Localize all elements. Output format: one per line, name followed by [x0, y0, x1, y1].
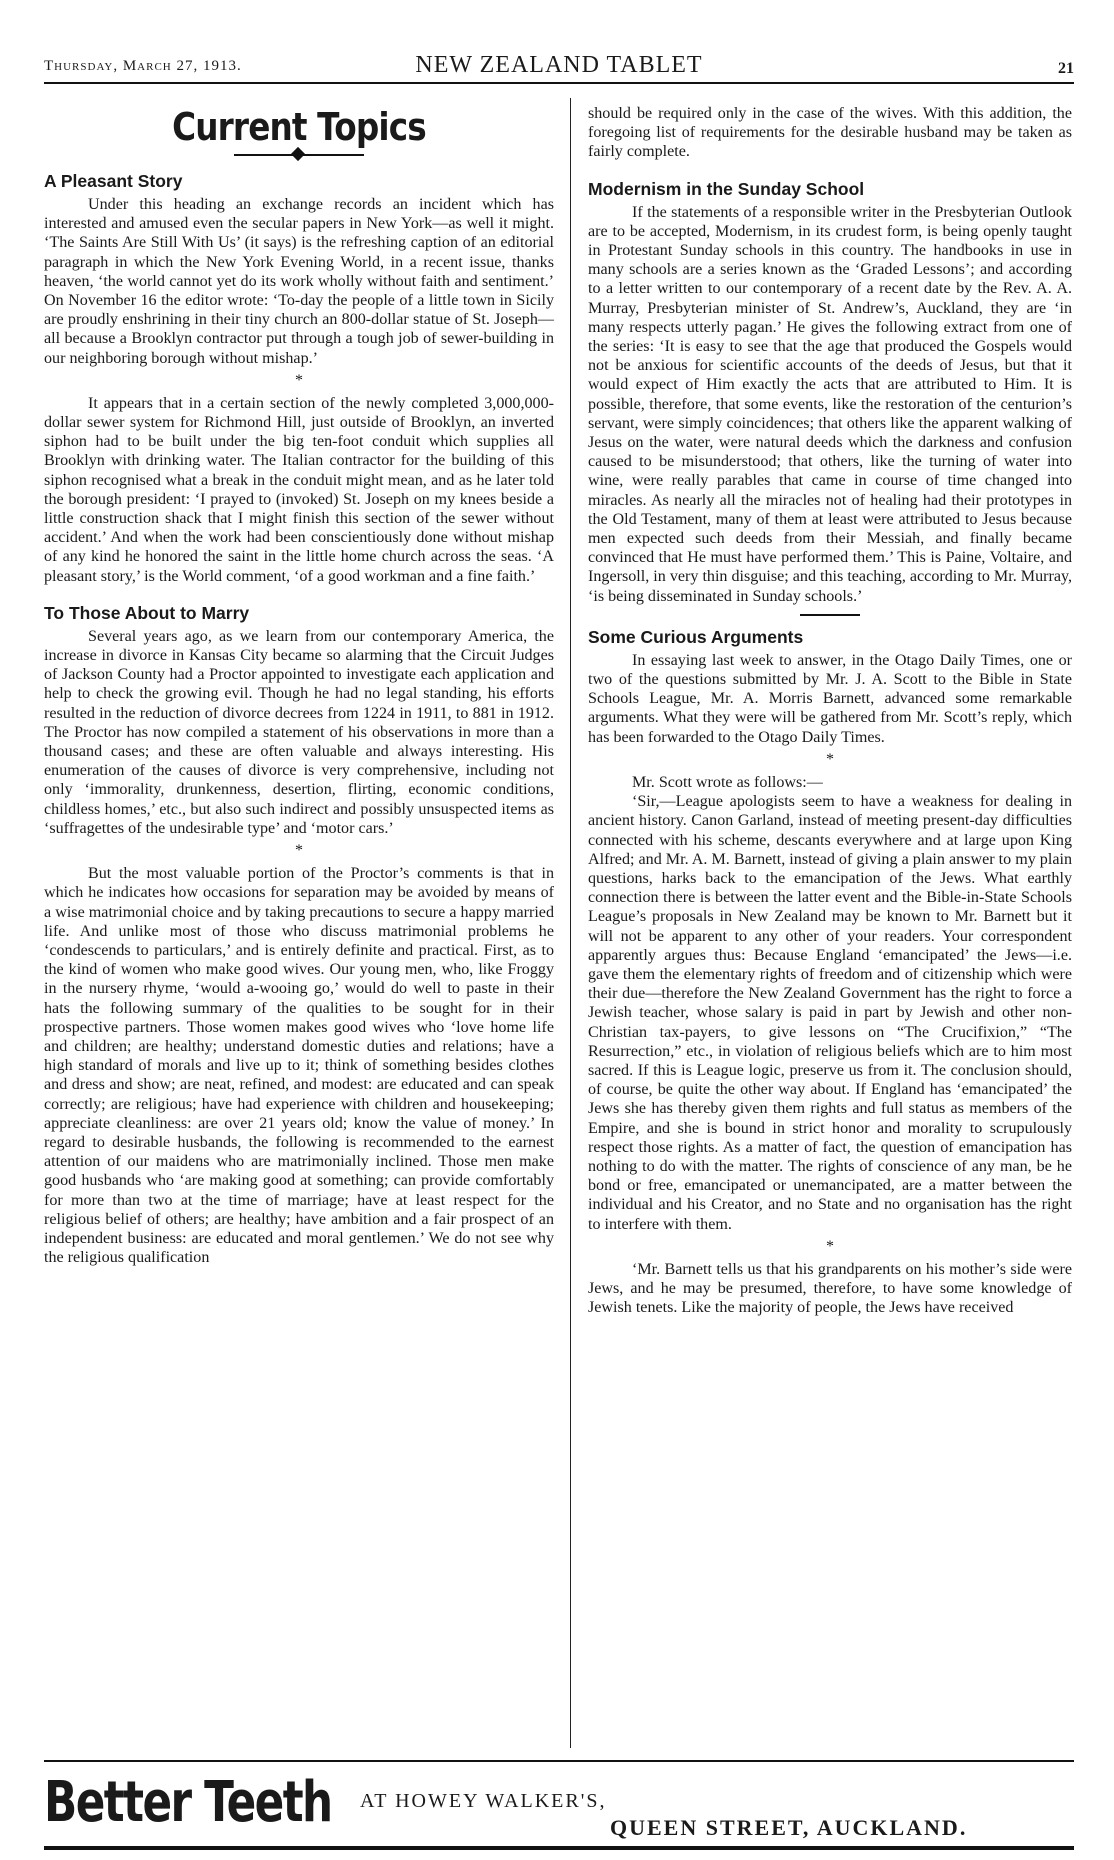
section-title: Current Topics: [172, 105, 426, 149]
article-paragraph: If the statements of a responsible writer in the Presbyterian Outlook are to be accepted, Modernism, in its crudest form, is being openly taught in Protestant Sunday schools in this country. The handbooks in use in many schools are a series known as the ‘Graded Lessons’; and according to a letter written to our contemporary of a recent date by the Rev. A. A. Murray, Presbyterian minister of St. Andrew’s, Auckland, they are ‘in many respects utterly pagan.’ He gives the following extract from one of the series: ‘It is easy to see that the age that produced the Gospels would not be anxious for scientific accounts of the deeds of Jesus, but that it would expect of Him exactly the acts that are attributed to Him. It is possible, therefore, that some events, like the restoration of the centurion’s servant, were simply coincidences; that others like the apparent walking of Jesus on the water, were natural deeds which the darkness and confusion caused to be misunderstood; that others, like the turning of water into wine, were really parables that came in course of time changed into miracles. As nearly all the miracles not of healing had their prototypes in the Old Testament, many of them at least were attributed to Jesus because men expected such deeds from their Messiah, and finally became convinced that He must have performed them.’ This is Paine, Voltaire, and Ingersoll, in very thin disguise; and this teaching, according to Mr. Murray, ‘is being disseminated in Sunday schools.’: [588, 203, 1072, 605]
column-divider: [570, 98, 571, 1748]
article-paragraph: In essaying last week to answer, in the Otago Daily Times, one or two of the questions submitted by Mr. J. A. Scott to the Bible in State Schools League, Mr. A. Morris Barnett, advanced some remarkable arguments. What they were will be gathered from Mr. Scott’s reply, which has been forwarded to the Otago Daily Times.: [588, 651, 1072, 746]
article-paragraph: But the most valuable portion of the Proctor’s comments is that in which he indicates how occasions for separation may be avoided by means of a wise matrimonial choice and by taking precautions to secure a happy married life. And unlike most of those who discuss matrimonial problems he ‘condescends to particulars,’ and is entirely definite and practical. First, as to the kind of women who make good wives. Our young men, who, like Froggy in the nursery rhyme, ‘would a-wooing go,’ would do well to paste in their hats the following summary of the qualities to be sought for in their prospective partners. Those women makes good wives who ‘love home life and children; are healthy; understand domestic duties and relations; have a high standard of morals and live up to it; think of something besides clothes and dress and show; are neat, refined, and modest: are educated and can speak correctly; are religious; have had experience with children and housekeeping; appreciate cleanliness: are over 21 years old; know the value of money.’ In regard to desirable husbands, the following is recommended to the earnest attention of our maidens who are matrimonially inclined. Those men make good husbands who ‘are making good at something; can provide comfortably for more than two at the time of marriage; have at least respect for the religious belief of others; are healthy; have ambition and a fair prospect of an independent business: are educated and moral gentlemen.’ We do not see why the religious qualification: [44, 865, 554, 1267]
article-heading: To Those About to Marry: [44, 602, 250, 623]
title-ornament-rule: [234, 154, 364, 156]
page-header: [44, 52, 1074, 84]
left-column: [44, 104, 554, 1267]
advert-brand: Better Teeth: [44, 1770, 332, 1835]
newspaper-title: NEW ZEALAND TABLET: [415, 52, 703, 78]
star-separator: *: [295, 371, 303, 389]
article-paragraph: Several years ago, as we learn from our contemporary America, the increase in divorce in Kansas City became so alarming that the Circuit Judges of Jackson County had a Proctor appointed to investigate each application and help to check the growing evil. Though he had no legal standing, his efforts resulted in the reduction of divorce decrees from 1224 in 1911, to 881 in 1912. The Proctor has now compiled a statement of his observations in more than a thousand cases; and these are often valuable and always interesting. His enumeration of the causes of divorce is very comprehensive, including not only ‘immorality, drunkenness, desertion, flirting, economic conditions, childless homes,’ etc., but also such indirect and possibly unsuspected items as ‘suffragettes of the undesirable type’ and ‘motor cars.’: [44, 627, 554, 837]
article-heading: A Pleasant Story: [44, 171, 183, 191]
article-paragraph: ‘Mr. Barnett tells us that his grandparents on his mother’s side were Jews, and he may be presumed, therefore, to have some knowledge of Jewish tenets. Like the majority of people, the Jews have received: [588, 1260, 1072, 1317]
article-heading: Some Curious Arguments: [588, 626, 804, 647]
article-divider: [800, 614, 860, 616]
star-separator: *: [826, 1237, 834, 1255]
star-separator: *: [295, 842, 303, 860]
footer-rule-bottom: [44, 1846, 1074, 1850]
footer-rule-top: [44, 1760, 1074, 1762]
page-number: 21: [1058, 60, 1074, 77]
continued-paragraph: should be required only in the case of the wives. With this addition, the foregoing list of requirements for the desirable husband may be taken as fairly complete.: [588, 105, 1072, 161]
star-separator: *: [826, 750, 834, 768]
right-column: [588, 104, 1072, 1317]
issue-date: Thursday, March 27, 1913.: [44, 58, 242, 74]
article-paragraph: ‘Sir,—League apologists seem to have a weakness for dealing in ancient history. Canon Garland, instead of meeting present-day difficulties connected with his scheme, descants everywhere and at large upon King Alfred; and Mr. A. M. Barnett, instead of giving a plain answer to my plain questions, harks back to the emancipation of the Jews. What earthly connection there is between the latter event and the Bible-in-State Schools League’s proposals in New Zealand may be known to Mr. Barnett but it will not be apparent to any other of your readers. Your correspondent apparently argues thus: Because England ‘emancipated’ the Jews—i.e. gave them the elementary rights of freedom and of citizenship which were their due—therefore the New Zealand Government has the right to force a Jewish teacher, whose salary is paid in part by Jewish and other non-Christian tax-payers, to give lessons on “The Crucifixion,” “The Resurrection,” etc., in violation of religious beliefs which are to him most sacred. If this is League logic, preserve us from it. The conclusion should, of course, be quite the other way about. If England has ‘emancipated’ the Jews she has thereby given them rights and full status as members of the Empire, and she is bound in strict honor and morality to scrupulously respect those rights. As a matter of fact, the question of emancipation has nothing to do with the matter. The rights of conscience of any man, be he bond or free, emancipated or unemancipated, are a matter between the individual and his Creator, and no State and no organisation has the right to interfere with them.: [588, 793, 1072, 1233]
article-paragraph: Under this heading an exchange records an incident which has interested and amused even the secular papers in New York—as well it might. ‘The Saints Are Still With Us’ (it says) is the refreshing caption of an editorial paragraph in which the New York Evening World, in a recent issue, thanks heaven, ‘the world cannot yet do its work wholly without faith and sentiment.’ On November 16 the editor wrote: ‘To-day the people of a little town in Sicily are proudly enshrining in their tiny church an 800-dollar statue of St. Joseph—all because a Brooklyn contractor put through a tough job of sewer-building in our neighboring borough without mishap.’: [44, 196, 554, 367]
advert-line-2: QUEEN STREET, AUCKLAND.: [610, 1815, 968, 1840]
article-paragraph: It appears that in a certain section of the newly completed 3,000,000-dollar sewer system for Richmond Hill, just outside of Brooklyn, an inverted siphon had to be built under the big ten-foot conduit which supplies all Brooklyn with drinking water. The Italian contractor for the building of this siphon recognised what a break in the conduit might mean, and as he later told the borough president: ‘I prayed to (invoked) St. Joseph on my knees beside a little construction shack that I might finish this section of the sewer without accident.’ And when the work had been conscientiously done without mishap of any kind he honored the saint in the little home church across the seas. ‘A pleasant story,’ is the World comment, ‘of a good workman and a fine faith.’: [44, 394, 554, 585]
article-heading: Modernism in the Sunday School: [588, 178, 865, 199]
article-paragraph: Mr. Scott wrote as follows:—: [632, 773, 823, 791]
advert-line-1: AT HOWEY WALKER'S,: [360, 1790, 607, 1812]
